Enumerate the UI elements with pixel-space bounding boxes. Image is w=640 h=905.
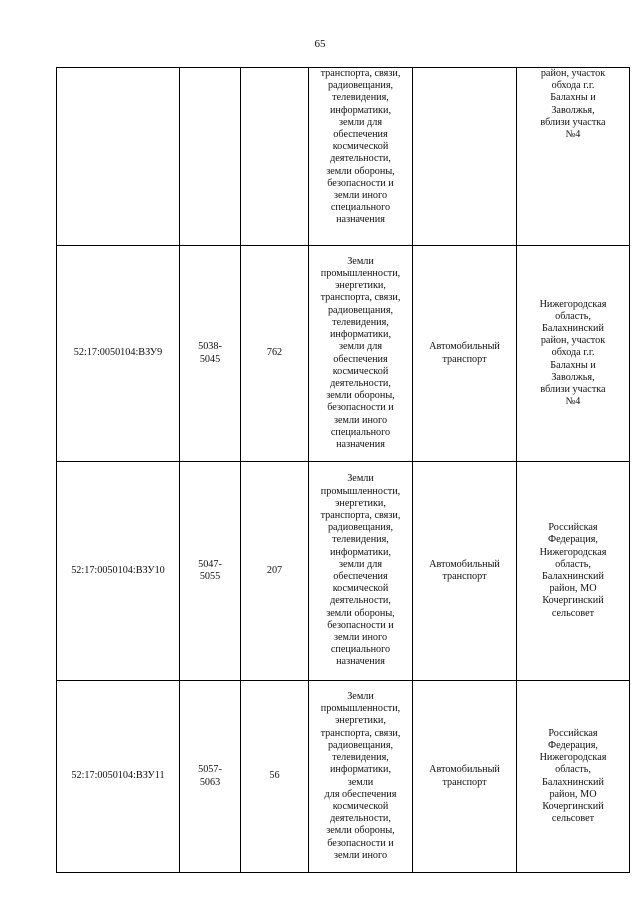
area-cell: 56 [241,681,309,873]
land-category-cell-line: промышленности, [320,268,401,280]
location-cell-line: Российская [548,727,598,739]
land-category-cell-line: безопасности и [327,619,394,631]
land-category-cell-line: земли иного [333,414,388,426]
location-cell-line: Балахнинский [542,571,604,582]
land-category-cell-line: специального [330,644,391,656]
location-cell-line: №4 [565,129,581,141]
location-cell-line: Нижегородская [539,298,607,310]
location-cell-line: Нижегородская [539,546,607,558]
location-cell-line: вблизи участка [540,116,606,128]
area-cell: 207 [241,462,309,681]
land-plots-table [56,67,630,873]
location-cell-line: Балахнинский [542,776,604,788]
boundary-points-cell-line: 5047- [198,558,222,570]
location-cell-line: Кочергинский [542,800,604,812]
location-cell-line: сельсовет [551,607,595,619]
permitted-use-cell-line: Автомобильный [429,558,500,570]
permitted-use-cell-line: Автомобильный [429,764,500,776]
location-cell-line: область, [555,558,591,570]
boundary-points-cell [180,462,241,681]
permitted-use-cell-line: транспорт [442,776,487,788]
land-category-cell-line: специального [330,202,391,214]
land-category-cell-line: деятельности, [330,377,391,389]
land-category-cell-line: энергетики, [335,280,386,292]
land-category-cell-line: обеспечения [333,571,388,582]
land-category-cell-line: Земли [347,691,374,703]
land-category-cell-line: земли для [338,341,383,353]
land-category-cell-line: деятельности, [330,595,391,607]
land-category-cell-line: промышленности, [320,485,401,497]
land-category-cell-line: назначения [336,438,385,450]
location-cell [517,246,630,462]
permitted-use-cell-line: транспорт [442,571,487,582]
land-category-cell-line: радиовещания, [327,304,394,316]
location-cell-line: вблизи участка [540,384,606,395]
land-category-cell-line: транспорта, связи, [320,68,401,79]
location-cell [517,462,630,681]
land-category-cell-line: безопасности и [327,177,394,189]
land-category-cell-line: транспорта, связи, [320,727,401,739]
permitted-use-cell [413,462,517,681]
location-cell [517,681,630,873]
land-category-cell-line: деятельности, [330,153,391,165]
land-category-cell [309,68,413,246]
location-cell-line: Балахны и [550,92,596,104]
boundary-points-cell-line: 5057- [198,764,222,776]
location-cell-line: обхода г.г. [551,80,595,92]
land-category-cell-line: земли [347,776,374,788]
location-cell-line: №4 [565,396,581,408]
land-category-cell-line: телевидения, [332,752,389,764]
boundary-points-cell-line: 5055 [199,571,221,582]
land-category-cell-line: земли обороны, [326,390,395,402]
permitted-use-cell-line: Автомобильный [429,341,500,353]
area-cell [241,68,309,246]
land-category-cell-line: земли для [338,116,383,128]
location-cell-line: область, [555,764,591,776]
location-cell-line: Балахнинский [542,322,604,334]
cadastral-number-cell [57,68,180,246]
area-cell: 762 [241,246,309,462]
land-category-cell-line: транспорта, связи, [320,509,401,521]
land-category-cell-line: земли иного [333,190,388,202]
land-category-cell-line: информатики, [329,329,392,341]
land-category-cell-line: радиовещания, [327,80,394,92]
land-category-cell-line: информатики, [329,764,392,776]
land-category-cell-line: обеспечения [333,353,388,365]
land-category-cell-line: земли иного [333,632,388,644]
boundary-points-cell [180,681,241,873]
location-cell-line: Заволжья, [551,371,595,383]
boundary-points-cell-line: 5038- [198,341,222,353]
land-category-cell-line: земли для [338,558,383,570]
boundary-points-cell-line: 5063 [199,776,221,788]
table-row [57,462,630,681]
location-cell-line: район, МО [549,788,597,800]
land-category-cell-line: информатики, [329,104,392,116]
location-cell-line: сельсовет [551,813,595,825]
location-cell-line: Кочергинский [542,595,604,607]
table-row [57,681,630,873]
boundary-points-cell [180,68,241,246]
land-category-cell-line: радиовещания, [327,522,394,534]
land-category-cell-line: безопасности и [327,402,394,414]
land-category-cell-line: радиовещания, [327,739,394,751]
land-category-cell-line: космической [332,365,389,377]
location-cell-line: обхода г.г. [551,347,595,359]
location-cell-line: Федерация, [548,534,598,546]
location-cell-line: район, МО [549,583,597,595]
cadastral-number-cell: 52:17:0050104:ВЗУ11 [57,681,180,873]
permitted-use-cell-line: транспорт [442,353,487,365]
land-category-cell-line: транспорта, связи, [320,292,401,304]
table-row [57,246,630,462]
location-cell-line: район, участок [540,68,606,79]
land-category-cell-line: назначения [336,214,385,226]
land-category-cell-line: Земли [347,473,374,485]
land-category-cell-line: энергетики, [335,497,386,509]
land-category-cell-line: телевидения, [332,316,389,328]
location-cell-line: район, участок [540,335,606,347]
location-cell-line: Российская [548,522,598,534]
land-category-cell-line: земли обороны, [326,607,395,619]
table-row [57,68,630,246]
land-category-cell-line: земли обороны, [326,825,395,837]
location-cell-line: Нижегородская [539,752,607,764]
land-category-cell-line: информатики, [329,546,392,558]
location-cell-line: Балахны и [550,359,596,371]
land-category-cell-line: промышленности, [320,703,401,715]
location-cell [517,68,630,246]
land-category-cell-line: космической [332,800,389,812]
boundary-points-cell-line: 5045 [199,353,221,365]
land-category-cell-line: телевидения, [332,92,389,104]
boundary-points-cell [180,246,241,462]
land-category-cell-line: для обеспечения [324,788,397,800]
page-number: 65 [314,38,326,50]
land-category-cell-line: земли иного [333,849,388,861]
land-category-cell [309,246,413,462]
land-category-cell-line: космической [332,141,389,153]
land-category-cell-line: телевидения, [332,534,389,546]
land-category-cell [309,681,413,873]
cadastral-number-cell: 52:17:0050104:ВЗУ10 [57,462,180,681]
permitted-use-cell [413,681,517,873]
land-category-cell-line: деятельности, [330,813,391,825]
land-category-cell-line: земли обороны, [326,165,395,177]
table-body [57,68,630,873]
location-cell-line: область, [555,310,591,322]
land-category-cell-line: космической [332,583,389,595]
land-category-cell-line: энергетики, [335,715,386,727]
permitted-use-cell [413,246,517,462]
cadastral-number-cell: 52:17:0050104:ВЗУ9 [57,246,180,462]
location-cell-line: Заволжья, [551,104,595,116]
land-category-cell-line: безопасности и [327,837,394,849]
land-category-cell-line: назначения [336,656,385,668]
land-category-cell [309,462,413,681]
land-category-cell-line: обеспечения [333,129,388,141]
land-category-cell-line: Земли [347,255,374,267]
land-category-cell-line: специального [330,426,391,438]
permitted-use-cell [413,68,517,246]
location-cell-line: Федерация, [548,739,598,751]
